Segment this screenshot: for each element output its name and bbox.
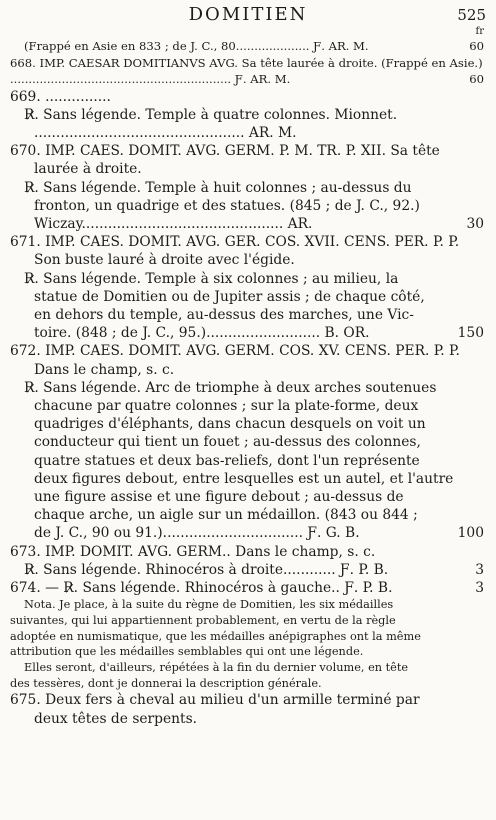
text-line xyxy=(10,470,486,488)
text-line xyxy=(10,488,486,506)
line-text: 671. IMP. CAES. DOMIT. AVG. GER. COS. XVII. CENS. PER. P. P. xyxy=(10,234,460,251)
line-text: Dans le champ, s. c. xyxy=(34,361,175,378)
catalog-body xyxy=(10,38,486,728)
line-text: quadriges d'éléphants, dans chacun desquels on voit un xyxy=(34,416,426,433)
text-line xyxy=(10,613,486,629)
line-text: des tessères, dont je donnerai la description générale. xyxy=(10,676,322,690)
text-line xyxy=(10,597,486,613)
text-line xyxy=(10,270,486,288)
line-text: ............................................................ Ƒ. AR. M. xyxy=(10,72,291,86)
text-line xyxy=(10,342,486,360)
line-text: R̷. Sans légende. Arc de triomphe à deux arches soutenues xyxy=(24,379,437,396)
price-value: 3 xyxy=(475,561,484,578)
text-line xyxy=(10,691,486,709)
line-text: laurée à droite. xyxy=(34,161,142,178)
price-value: 100 xyxy=(457,525,484,542)
text-line xyxy=(10,179,486,197)
text-line xyxy=(10,379,486,397)
text-line xyxy=(10,361,486,379)
line-text: Son buste lauré à droite avec l'égide. xyxy=(34,252,295,269)
line-text: Wiczay.............................................. AR. xyxy=(34,215,313,232)
line-text: une figure assise et une figure debout ; au-dessus de xyxy=(34,488,404,505)
line-text: quatre statues et deux bas-reliefs, dont l'un représente xyxy=(34,452,420,469)
text-line xyxy=(10,142,486,160)
text-line xyxy=(10,324,486,342)
text-line xyxy=(10,415,486,433)
text-line xyxy=(10,644,486,660)
text-line xyxy=(10,524,486,542)
line-text: de J. C., 90 ou 91.)................................ Ƒ. G. B. xyxy=(34,525,360,542)
text-line xyxy=(10,452,486,470)
line-text: chacune par quatre colonnes ; sur la plate-forme, deux xyxy=(34,397,419,414)
line-text: statue de Domitien ou de Jupiter assis ; de chaque côté, xyxy=(34,288,425,305)
line-text: 674. — R̷. Sans légende. Rhinocéros à gauche.. Ƒ. P. B. xyxy=(10,579,393,596)
text-line xyxy=(10,288,486,306)
text-line xyxy=(10,71,486,88)
text-line xyxy=(10,215,486,233)
text-line xyxy=(10,233,486,251)
line-text: deux têtes de serpents. xyxy=(34,710,198,727)
text-line xyxy=(10,543,486,561)
text-line xyxy=(10,506,486,524)
price-value: 3 xyxy=(475,579,484,596)
line-text: R̷. Sans légende. Temple à quatre colonnes. Mionnet. xyxy=(24,106,398,123)
line-text: conducteur qui tient un fouet ; au-dessus des colonnes, xyxy=(34,434,421,451)
line-text: ................................................ AR. M. xyxy=(34,124,297,141)
line-text: R̷. Sans légende. Temple à six colonnes ; au milieu, la xyxy=(24,270,399,287)
text-line xyxy=(10,106,486,124)
line-text: toire. (848 ; de J. C., 95.).......................... B. OR. xyxy=(34,325,370,342)
text-line xyxy=(10,251,486,269)
text-line xyxy=(10,660,486,676)
line-text: (Frappé en Asie en 833 ; de J. C., 80.................... Ƒ. AR. M. xyxy=(24,39,369,53)
text-line xyxy=(10,55,486,72)
text-line xyxy=(10,306,486,324)
line-text: suivantes, qui lui appartiennent probablement, en vertu de la règle xyxy=(10,613,396,627)
margin-note: fr xyxy=(475,26,484,37)
line-text: fronton, un quadrige et des statues. (845 ; de J. C., 92.) xyxy=(34,197,420,214)
price-value: 60 xyxy=(469,72,484,86)
line-text: Elles seront, d'ailleurs, répétées à la fin du dernier volume, en tête xyxy=(24,661,409,674)
line-text: 673. IMP. DOMIT. AVG. GERM.. Dans le champ, s. c. xyxy=(10,543,376,560)
line-text: 670. IMP. CAES. DOMIT. AVG. GERM. P. M. TR. P. XII. Sa tête xyxy=(10,143,440,160)
line-text: adoptée en numismatique, que les médailles anépigraphes ont la même xyxy=(10,629,421,643)
line-text: R̷. Sans légende. Rhinocéros à droite............ Ƒ. P. B. xyxy=(24,561,389,578)
line-text: 668. IMP. CAESAR DOMITIANVS AVG. Sa tête laurée à droite. (Frappé en Asie.) xyxy=(10,55,483,70)
text-line xyxy=(10,124,486,142)
line-text: 669. ............... xyxy=(10,88,111,105)
text-line xyxy=(10,710,486,728)
text-line xyxy=(10,629,486,645)
line-text: 672. IMP. CAES. DOMIT. AVG. GERM. COS. XV. CENS. PER. P. P. xyxy=(10,343,460,360)
text-line xyxy=(10,676,486,692)
text-line xyxy=(10,38,486,55)
page-number: 525 xyxy=(457,6,486,24)
text-line xyxy=(10,197,486,215)
text-line xyxy=(10,579,486,597)
text-line xyxy=(10,433,486,451)
text-line xyxy=(10,397,486,415)
price-value: 150 xyxy=(457,325,484,342)
line-text: deux figures debout, entre lesquelles est un autel, et l'autre xyxy=(34,470,454,487)
line-text: en dehors du temple, au-dessus des marches, une Vic- xyxy=(34,306,414,323)
line-text: attribution que les médailles semblables qui ont une légende. xyxy=(10,645,364,659)
line-text: Nota. Je place, à la suite du règne de Domitien, les six médailles xyxy=(24,598,394,612)
line-text: R̷. Sans légende. Temple à huit colonnes ; au-dessus du xyxy=(24,179,412,196)
line-text: chaque arche, un aigle sur un médaillon. (843 ou 844 ; xyxy=(34,507,418,524)
text-line xyxy=(10,160,486,178)
text-line xyxy=(10,88,486,106)
text-line xyxy=(10,561,486,579)
running-title: DOMITIEN xyxy=(188,4,308,25)
price-value: 30 xyxy=(466,215,484,232)
line-text: 675. Deux fers à cheval au milieu d'un armille terminé par xyxy=(10,692,420,709)
price-value: 60 xyxy=(469,39,484,53)
